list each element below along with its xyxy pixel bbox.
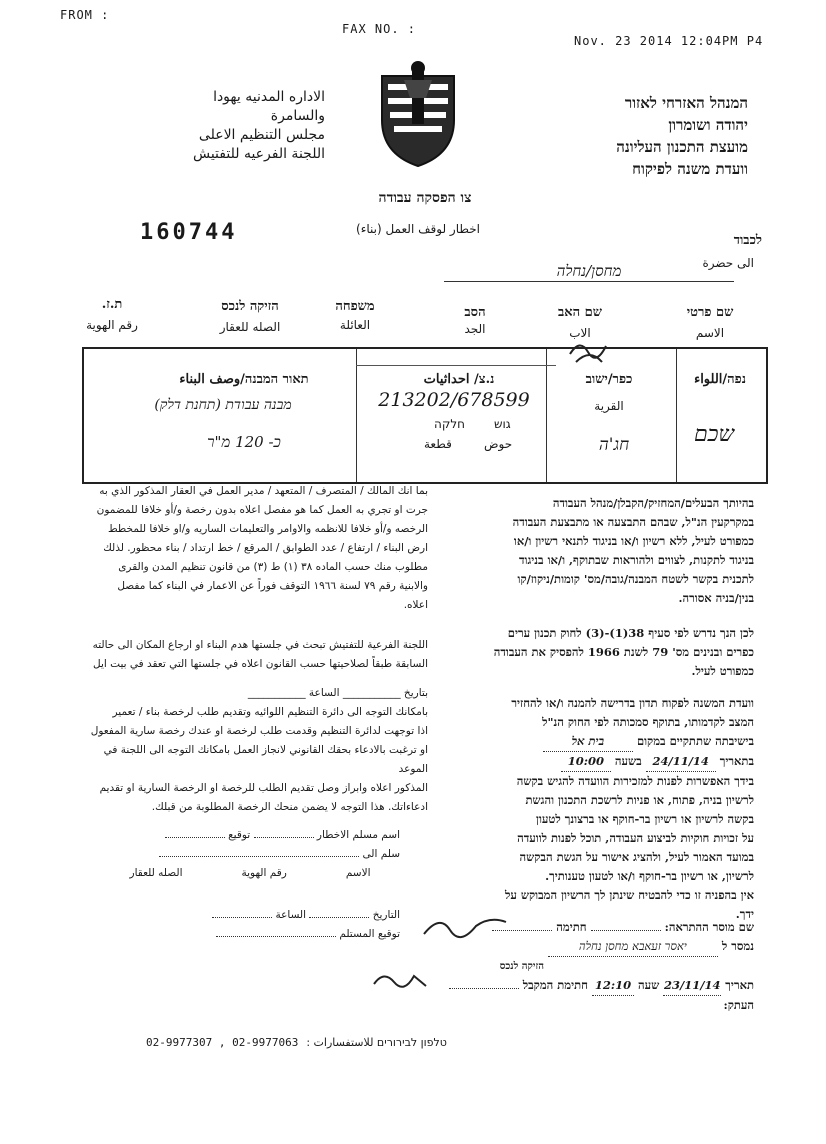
phone-numbers: 02-9977307 , 02-9977063: [146, 1036, 299, 1049]
body-he-line: המצב לקדמותו, בתוקף סמכותה לפי החוק הנ"ל: [542, 715, 754, 729]
location-table: [82, 347, 768, 484]
body-ar-line: والابنية رقم ٧٩ لسنة ١٩٦٦ التوقف فوراً عن الاعمار في البناء كما مفصل: [117, 580, 428, 592]
body-ar-line: جرت او تجري به العمل كما هو مفصل اعلاه بدون رخصة و/أو خلافا للمضمون: [96, 504, 428, 516]
header-he-line: המנהל האזרחי לאזור: [624, 94, 748, 112]
officer-signature-icon: [420, 912, 510, 942]
recipient-name: מחסן/נחלה: [444, 262, 734, 282]
village-label: כפר/ישוב: [585, 372, 633, 387]
delivered-name: יאסר זעאבא מחסן נחלה: [548, 937, 718, 957]
hebrew-body-1: [424, 494, 754, 608]
meeting-time-label: בשעה: [614, 754, 642, 768]
recipient-label-arabic: الى حضرة: [702, 256, 754, 270]
ar-relation-label: الصله للعقار: [129, 867, 183, 879]
body-ar-line: اعلاه.: [403, 599, 428, 611]
body-he-line: לרשיון, או רשיון בר-חוקף ו/או לטעון טענותיך.: [545, 869, 754, 883]
arabic-body-2: [78, 636, 428, 674]
meeting-place-label: בישיבתה שתתקיים במקום: [636, 734, 754, 748]
village-label-ar: القرية: [594, 399, 624, 413]
order-title-hebrew: צו הפסקה עבודה: [378, 190, 472, 206]
phone-label: טלפון לבירורים للاستفسارات :: [306, 1036, 447, 1049]
body-he-line: בניגוד לתקנות, לצווים ולהוראות שבתוקף, ו/או בניגוד: [519, 553, 754, 567]
coordinates-value: 213202/678599: [378, 389, 530, 411]
ar-officer-label: اسم مسلم الاخطار: [316, 829, 400, 841]
grandfather-label-ar: الجد: [464, 322, 486, 336]
body-ar-line: بما انك المالك / المتصرف / المتعهد / مدير العمل في العقار المذكور الذي به: [99, 485, 428, 497]
body-he-line: בקשה לרשיון או רשיון בר-חוקף או ברצונך לטעון: [536, 812, 754, 826]
header-ar-line: مجلس التنظيم الاعلى: [198, 127, 325, 143]
authority-header-hebrew: [488, 92, 748, 180]
body-he-line: לתכנית בקשר לשטח המבנה/גובה/מס' קומות/ניקוז/קו: [517, 572, 754, 586]
header-ar-line: والسامرة: [270, 108, 325, 124]
authority-emblem-icon: [378, 58, 458, 168]
body-ar-line: مطلوب منك حسب الماده ٣٨ (١) ط (٣) من قانون تنظيم المدن والقرى: [118, 561, 428, 573]
village-value: חג'ה: [598, 435, 630, 455]
fax-datetime: Nov. 23 2014 12:04PM P4: [574, 34, 764, 48]
recipient-label-hebrew: לכבוד: [733, 233, 762, 248]
hebrew-body-3: [424, 694, 754, 924]
ar-date-line: [150, 906, 400, 925]
order-title-arabic: اخطار لوقف العمل (بناء): [356, 222, 480, 236]
body-ar-line: اذا توجهت لدائرة التنظيم وقدمت طلب لرخصة او عندك رخصة سارية المفعول: [90, 725, 428, 737]
body-ar-line: المذكور اعلاه وابراز وصل تقديم الطلب للرخصة او الرخصة السارية او تقديم: [99, 782, 428, 794]
district-value: שכם: [694, 422, 735, 447]
meeting-place-value: בית אל: [543, 732, 633, 752]
arabic-body-3: [78, 684, 428, 817]
relation-label-small: הזיקה לנכס: [499, 961, 544, 972]
body-he-line: כפרים ובנינים מס' 79 לשנת 1966 להפסיק את העבודה: [493, 645, 754, 659]
header-ar-line: اللجنة الفرعيه للتفتيش: [192, 146, 325, 162]
id-label-ar: رقم الهوية: [86, 318, 138, 332]
body-he-line: כמפורט לעיל, ללא רשיון ו/או בניגוד לתנאי רשיון ו/או: [513, 534, 754, 548]
body-he-line: בידך האפשרות לפנות למזכירות הוועדה להגיש בקשה: [516, 774, 754, 788]
body-ar-line: ارض البناء / ارتفاع / عدد الطوابق / المرقع / خط ارتداد / بناء محظور. لذلك: [103, 542, 428, 554]
body-he-line: לכן הנך נדרש לפי סעיף 38(1)-(3) לחוק תכנון ערים: [507, 626, 754, 640]
body-ar-line: او ترغبت بالادعاء بحقك القانوني لانجاز العمل بامكانك التوجه الى اللجنة في الموعد: [103, 744, 428, 775]
receipt-time-value: 12:10: [592, 976, 634, 996]
copy-label: העתק:: [723, 998, 754, 1012]
header-he-line: יהודה ושומרון: [668, 116, 748, 134]
ar-delivered-label: سلم الى: [362, 848, 400, 860]
body-he-line: לרשיון בניה, פתוח, או פניות לרשכת התכנון והגשת: [525, 793, 754, 807]
ar-name-label: الاسم: [345, 867, 371, 879]
receipt-time-label: שעה: [637, 978, 660, 992]
receipt-date-value: 23/11/14: [663, 976, 721, 996]
building-description-value: מבנה עבודת (תחנת דלק): [154, 397, 292, 413]
parcel-label-ar: قطعة: [424, 437, 452, 451]
relation-label-ar: الصله للعقار: [219, 320, 281, 334]
body-ar-line: السابقة طبقاً لصلاحيتها حسب القانون اعلاه في جلستها التي تعقد في بيت ايل: [93, 658, 428, 670]
ar-id-label: رقم الهوية: [241, 867, 287, 879]
authority-header-arabic: [95, 88, 325, 164]
body-he-line: כמפורט לעיל.: [691, 664, 754, 678]
parcel-label: חלקה: [434, 417, 466, 431]
body-he-line: בנין/בניה אסורה.: [678, 591, 754, 605]
fax-from: FROM :: [60, 8, 110, 22]
family-label-ar: العائلة: [339, 318, 371, 332]
body-he-line: וועדת המשנה לפקוח תדון בדרישה להמנה ו/או להחזיר: [511, 696, 754, 710]
body-he-line: אין בהפניה זו כדי להבטיח שינתן לך הרשיון המבוקש על: [504, 888, 754, 902]
ar-signature-label: توقيع: [228, 829, 251, 841]
body-he-line: במקרקעין הנ"ל, שבהם התבצעה או מתבצעת העבודה: [512, 515, 754, 529]
first-name-label: שם פרטי: [686, 305, 734, 320]
arabic-receipt-2: [150, 906, 400, 944]
district-label: נפה/اللواء: [694, 372, 746, 387]
officer-signature-label: חתימה: [556, 920, 587, 934]
receipt-date-label: תאריך: [725, 978, 754, 992]
building-description-label: תאור המבנה/وصف البناء: [179, 372, 309, 387]
delivered-label: נמסר ל: [721, 939, 754, 953]
hebrew-body-2: [424, 624, 754, 681]
ar-date-label: التاريخ: [372, 909, 400, 921]
header-ar-line: الاداره المدنيه يهودا: [213, 89, 325, 105]
arabic-receipt: [100, 826, 400, 883]
meeting-date-value: 24/11/14: [646, 752, 716, 772]
fax-number: FAX NO. :: [342, 22, 417, 36]
body-he-line: בהיותך הבעלים/המחזיק/הקבלן/מנהל העבודה: [552, 496, 754, 510]
body-ar-line: الرخصه و/أو خلافا للانظمه والاوامر والتعليمات الساريه و/او خلافا للمخطط: [107, 523, 428, 535]
grandfather-label: הסב: [464, 305, 486, 320]
id-label: ת.ז.: [101, 297, 123, 312]
receiver-signature-label: חתימת המקבל: [522, 978, 588, 992]
arabic-body-1: [78, 482, 428, 615]
block-label-ar: حوض: [484, 437, 513, 451]
receipt-date-line: [414, 976, 754, 996]
body-he-line: על זכויות חוקיות לביצוע העבודה, תוכל לפנות לוועדה: [517, 831, 754, 845]
meeting-place-line: [424, 732, 754, 752]
ar-fields-line: [100, 864, 400, 883]
header-he-line: וועדת משנה לפיקוח: [632, 160, 748, 178]
building-area-value: כ- 120 מ"ר: [207, 433, 281, 451]
ar-delivered-line: [100, 845, 400, 864]
father-name-label: שם האב: [558, 305, 602, 320]
ar-recipient-signature-label: توقيع المستلم: [339, 928, 400, 940]
ar-officer-line: [100, 826, 400, 845]
body-ar-line: بتاريخ ___________ الساعة ___________: [247, 687, 428, 699]
body-ar-line: بامكانك التوجه الى دائرة التنظيم اللوائيه وتقديم طلب لرخصة بناء / تعمير: [112, 706, 428, 718]
meeting-time-value: 10:00: [561, 752, 611, 772]
body-ar-line: ادعاءاتك. هذا التوجه لا يضمن منحك الرخصة المطلوبة من قبلك.: [151, 801, 428, 813]
coordinates-label: נ.צ/ احداثيات: [423, 372, 495, 387]
relation-label: הזיקה לנכס: [221, 299, 279, 314]
receiver-signature-icon: [370, 966, 430, 992]
ar-time-label: الساعة: [275, 909, 307, 921]
footer-phones: [146, 1036, 706, 1049]
meeting-date-label: בתאריך: [719, 754, 754, 768]
block-label: גוש: [494, 417, 511, 431]
body-ar-line: اللجنة الفرعية للتفتيش تبحث في جلستها هدم البناء او ارجاع المكان الى حالته: [92, 639, 428, 651]
father-name-label-ar: الاب: [569, 326, 591, 340]
body-he-line: במועד האמור לעיל, ולהציג אישור על הגשת הבקשה: [519, 850, 754, 864]
officer-label: שם מוסר ההתראה:: [664, 920, 754, 934]
meeting-date-line: [424, 752, 754, 772]
document-number: 160744: [140, 220, 238, 245]
first-name-label-ar: الاسم: [695, 326, 725, 340]
body-he-line: ידך.: [735, 907, 754, 921]
family-label: משפחה: [335, 299, 375, 314]
ar-recipient-sig-line: [150, 925, 400, 944]
header-he-line: מועצת התכנון העליונה: [616, 138, 748, 156]
